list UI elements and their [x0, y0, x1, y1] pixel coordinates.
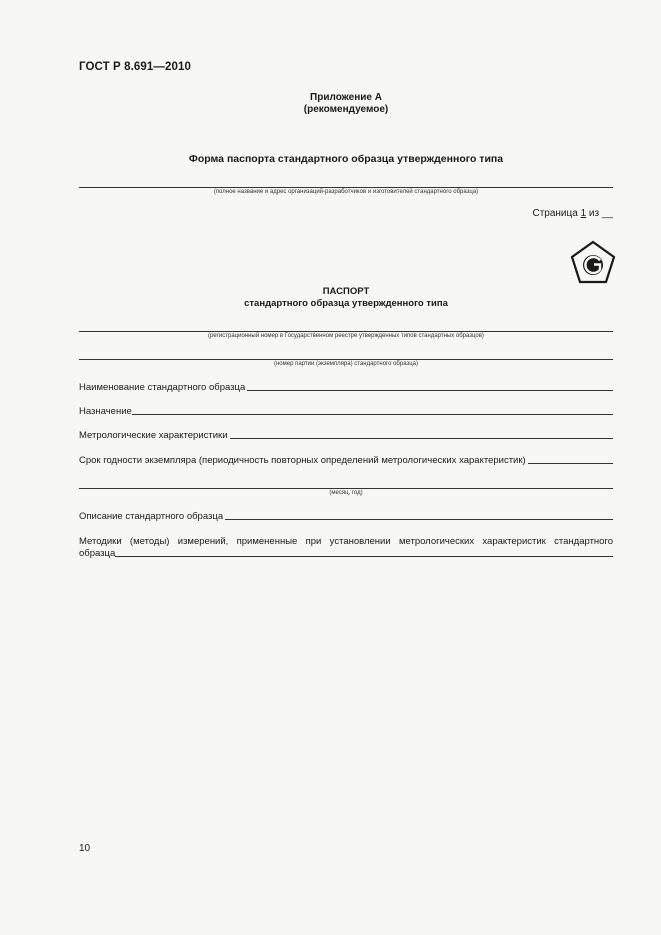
gost-certification-mark-icon — [570, 240, 616, 284]
field-description-line[interactable] — [225, 518, 613, 520]
field-description-label: Описание стандартного образца — [79, 511, 224, 522]
field-name-label: Наименование стандартного образца — [79, 382, 246, 393]
org-line — [79, 187, 613, 188]
page-counter — [532, 208, 613, 219]
shelf-life-date-line[interactable] — [79, 488, 613, 489]
field-methods-label-line2: образца — [79, 548, 116, 559]
passport-title: ПАСПОРТ — [322, 286, 370, 297]
standard-code: ГОСТ Р 8.691—2010 — [79, 61, 191, 73]
page-counter-middle: из — [586, 208, 602, 219]
field-purpose-label: Назначение — [79, 406, 132, 417]
date-caption: (месяц, год) — [329, 490, 363, 496]
page-counter-current: 1 — [580, 208, 587, 219]
page-counter-prefix: Страница — [532, 208, 581, 219]
page-number: 10 — [79, 843, 91, 854]
annex-title: Приложение А — [310, 92, 382, 103]
annex-status: (рекомендуемое) — [303, 104, 389, 115]
form-title: Форма паспорта стандартного образца утвержденного типа — [188, 153, 504, 165]
field-methods-label-line1: Методики (методы) измерений, примененные при установлении метрологических характеристик стандартного — [79, 536, 613, 547]
page-counter-total: __ — [601, 208, 613, 219]
field-name — [79, 382, 613, 393]
org-caption: (полное название и адрес организаций-разработчиков и изготовителей стандартного образца) — [213, 189, 479, 195]
reg-number-caption: (регистрационный номер в Государственном реестре утвержденных типов стандартных образцов) — [208, 333, 484, 339]
batch-number-line — [79, 359, 613, 360]
field-shelf-life — [79, 455, 613, 466]
passport-subtitle: стандартного образца утвержденного типа — [244, 298, 448, 309]
field-purpose — [79, 406, 613, 417]
field-metrology-label: Метрологические характеристики — [79, 430, 228, 441]
field-purpose-line[interactable] — [132, 413, 613, 415]
batch-number-caption: (номер партии (экземпляра) стандартного образца) — [274, 361, 418, 367]
annex-heading — [79, 92, 613, 116]
reg-number-line — [79, 331, 613, 332]
field-shelf-life-label: Срок годности экземпляра (периодичность повторных определений метрологических характеристик) — [79, 455, 526, 466]
field-name-line[interactable] — [247, 389, 613, 391]
field-metrology — [79, 430, 613, 441]
passport-heading — [79, 286, 613, 310]
field-metrology-line[interactable] — [230, 437, 613, 439]
field-shelf-life-line[interactable] — [528, 462, 613, 464]
field-description — [79, 511, 613, 522]
field-methods-line[interactable] — [115, 555, 613, 557]
field-methods — [79, 548, 613, 559]
